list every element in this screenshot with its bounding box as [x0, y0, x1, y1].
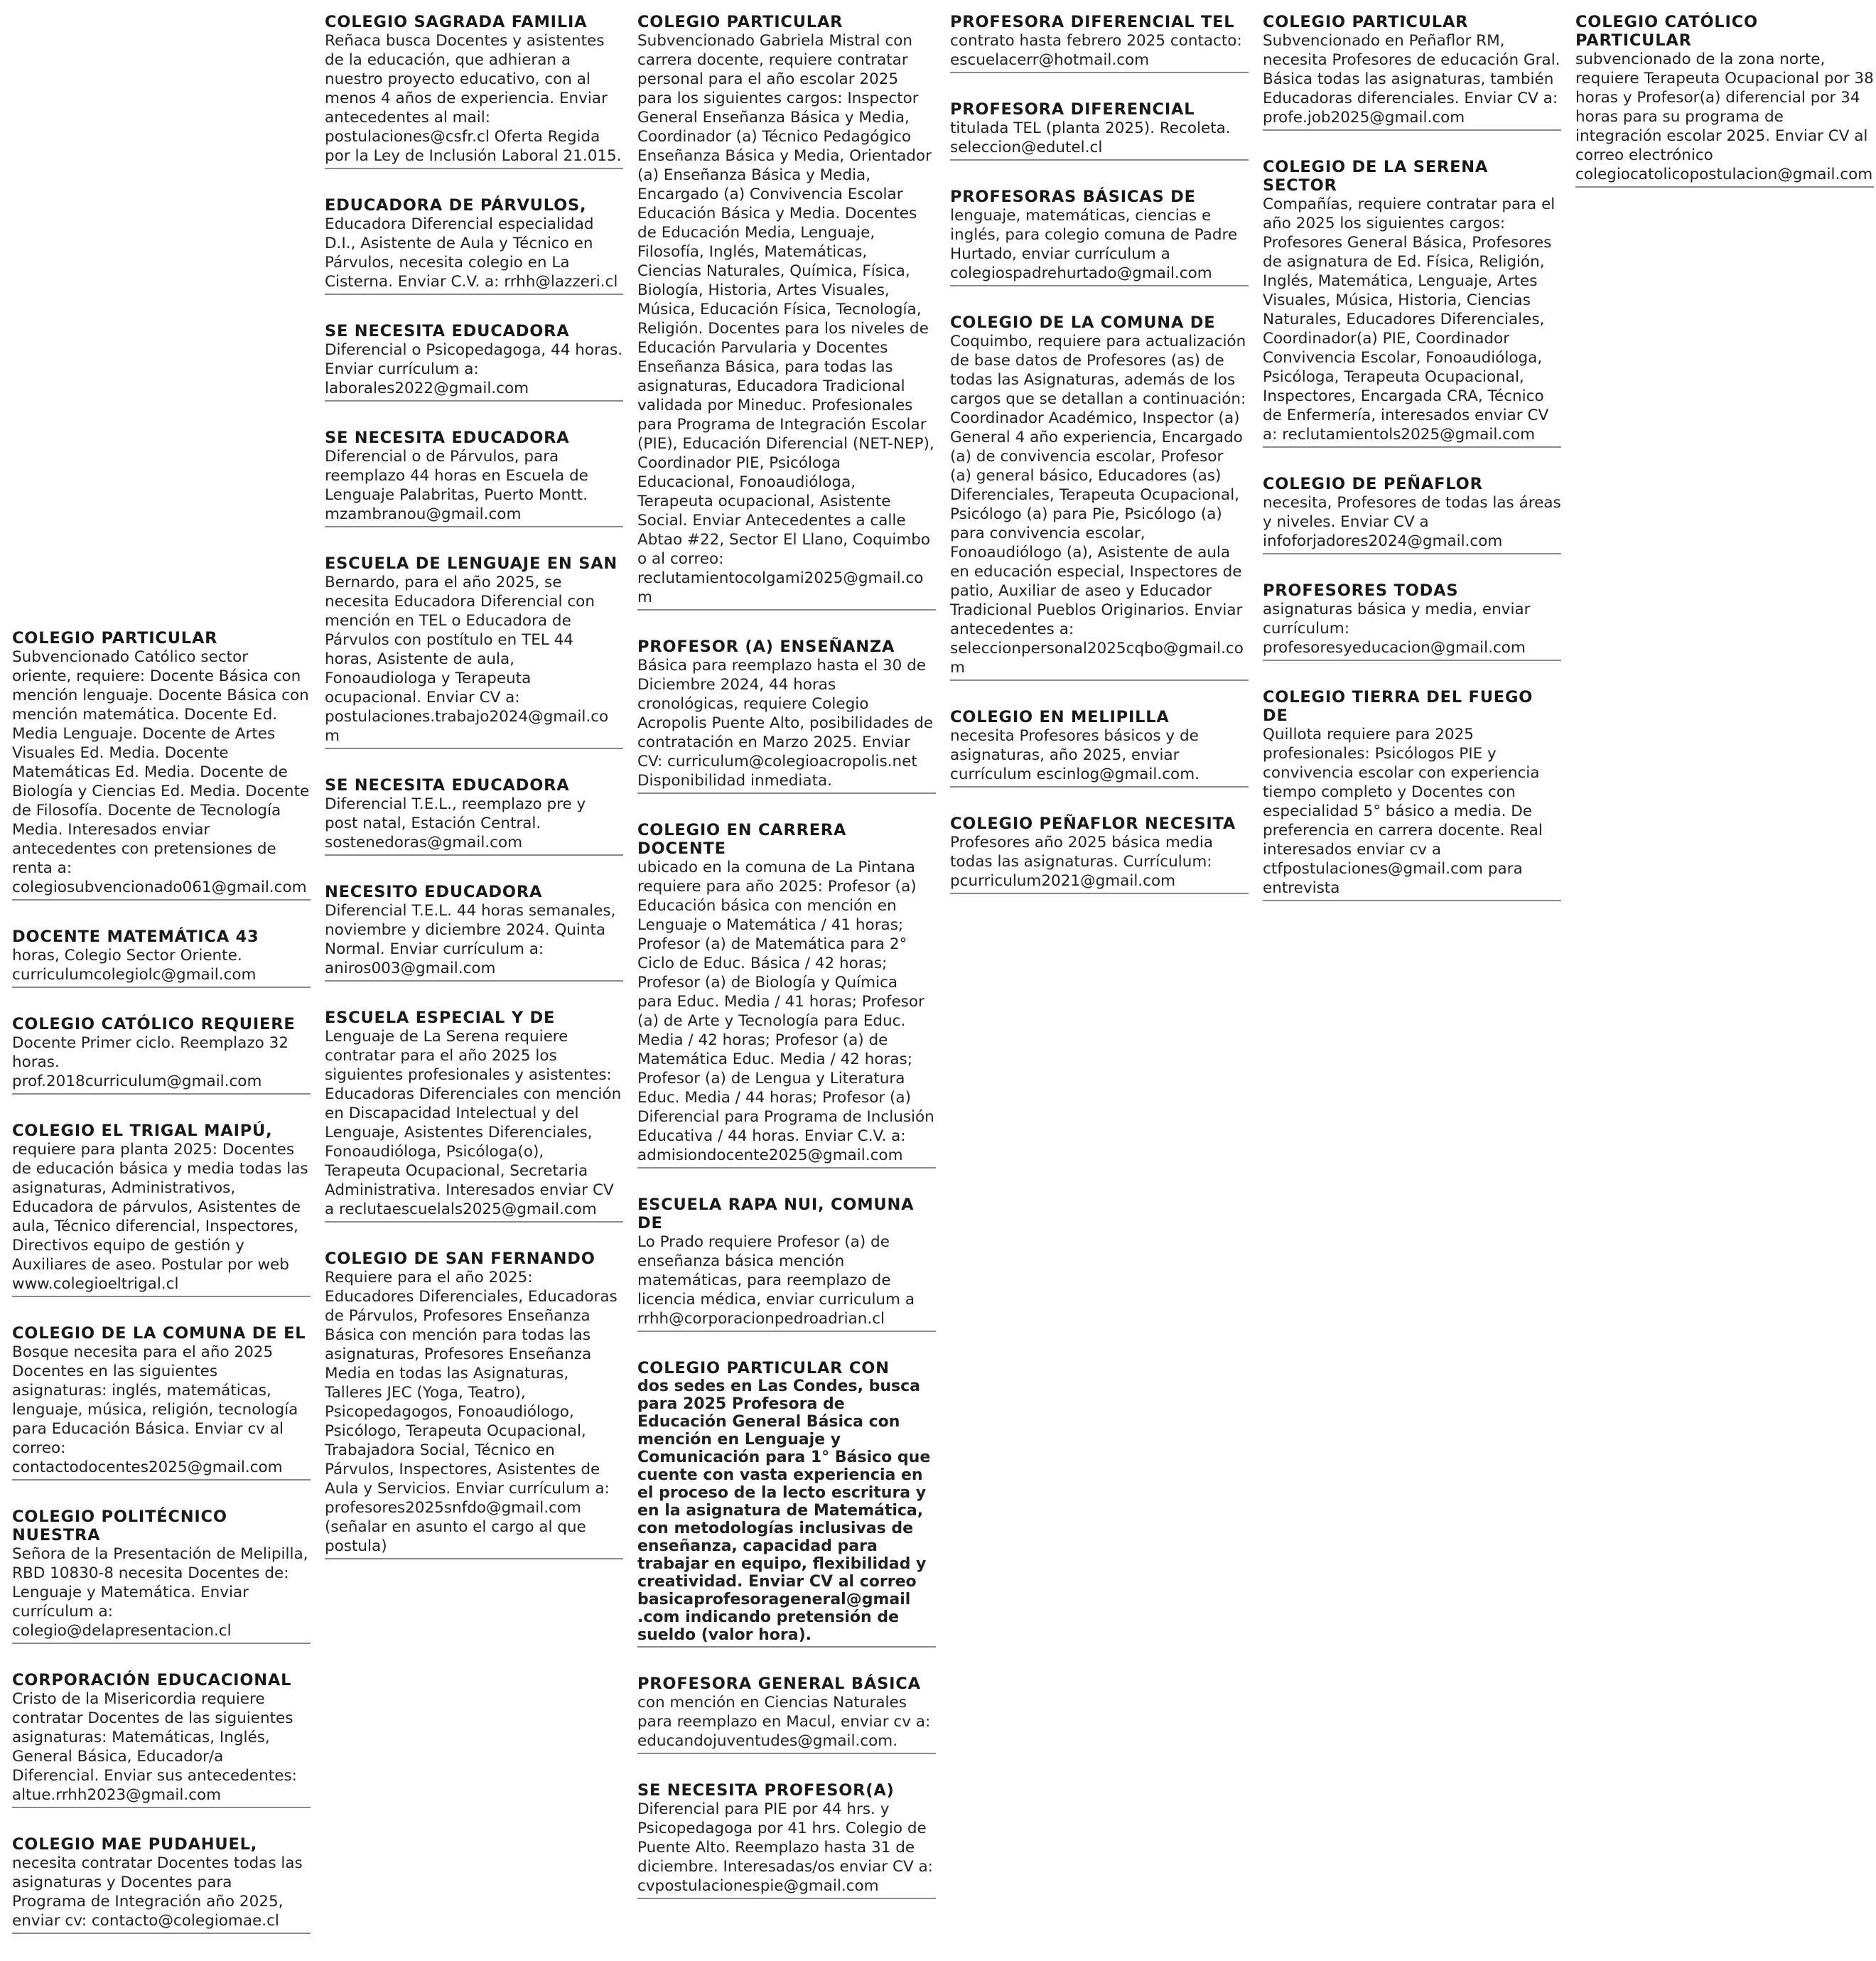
classified-ad — [12, 928, 311, 988]
classified-ad — [950, 815, 1249, 894]
classified-ad — [325, 13, 623, 169]
classified-ad — [637, 821, 936, 1168]
classified-ad — [12, 1015, 311, 1095]
classified-ad — [1263, 688, 1561, 901]
ad-body: Reñaca busca Docentes y asistentes de la educación, que adhieran a nuestro proyecto educativo, con al menos 4 años de experiencia. Enviar antecedentes al mail: postulaciones@csfr.cl Oferta Regida por la Ley de Inclusión Laboral 21.015. — [325, 32, 622, 165]
ad-body: subvencionado de la zona norte, requiere Terapeuta Ocupacional por 38 horas y Profesor(a) diferencial por 34 horas para su programa de integración escolar 2025. Enviar CV al correo electrónico colegiocatolicopostulacion@gmail.com — [1575, 50, 1874, 183]
ad-column — [1263, 13, 1561, 928]
ad-title: SE NECESITA EDUCADORA — [325, 429, 570, 447]
ad-title: SE NECESITA PROFESOR(A) — [637, 1781, 895, 1800]
ad-title: SE NECESITA EDUCADORA — [325, 322, 570, 340]
ad-title: COLEGIO SAGRADA FAMILIA — [325, 13, 588, 31]
ad-title: ESCUELA DE LENGUAJE EN SAN — [325, 554, 618, 573]
classified-ad — [637, 1196, 936, 1332]
classified-ad — [637, 1359, 936, 1648]
ad-title: CORPORACIÓN EDUCACIONAL — [12, 1671, 292, 1689]
ad-title: COLEGIO PARTICULAR — [1263, 13, 1469, 31]
ad-body: Requiere para el año 2025: Educadores Diferenciales, Educadoras de Párvulos, Profesores Enseñanza Básica con mención para todas las asignaturas, Profesores Enseñanza Media en todas las Asignaturas, Talleres JEC (Yoga, Teatro), Psicopedagogos, Fonoaudiólogo, Psicólogo, Terapeuta Ocupacional, Trabajadora Social, Técnico en Párvulos, Inspectores, Asistentes de Aula y Servicios. Enviar currículum a: profesores2025snfdo@gmail.com (señalar en asunto el cargo al que postula) — [325, 1269, 618, 1555]
classified-ad — [325, 429, 623, 527]
classified-ad — [1263, 13, 1561, 131]
classified-ad — [950, 100, 1249, 161]
classified-ad — [325, 1250, 623, 1559]
ad-title: COLEGIO CATÓLICO REQUIERE — [12, 1015, 296, 1033]
classified-ad — [950, 708, 1249, 788]
classified-ad — [1575, 13, 1874, 188]
ad-body: Señora de la Presentación de Melipilla, RBD 10830-8 necesita Docentes de: Lenguaje y Matemática. Enviar currículum a: colegio@delapresentacion.cl — [12, 1545, 308, 1640]
classified-ad — [12, 1835, 311, 1934]
ad-body: Coquimbo, requiere para actualización de base datos de Profesores (as) de todas las Asignaturas, además de los cargos que se detallan a continuación: Coordinador Académico, Inspector (a) General 4 año experiencia, Encargado (a) de convivencia escolar, Profesor (a) general básico, Educadores (as) Diferenciales, Terapeuta Ocupacional, Psicólogo (a) para Pie, Psicólogo (a) para convivencia escolar, Fonoaudiólogo (a), Asistente de aula en educación especial, Inspectores de patio, Auxiliar de aseo y Educador Tradicional Pueblos Originarios. Enviar antecedentes a: seleccionpersonal2025cqbo@gmail.co m — [950, 333, 1246, 677]
classified-ad — [950, 188, 1249, 286]
ad-body: dos sedes en Las Condes, busca para 2025 Profesora de Educación General Básica con mención en Lenguaje y Comunicación para 1° Básico que cuente con vasta experiencia en el proceso de la lecto escritura y en la asignatura de Matemática, con metodologías inclusivas de enseñanza, capacidad para trabajar en equipo, flexibilidad y creatividad. Enviar CV al correo basicaprofesorageneral@gmail .com indicando pretensión de sueldo (valor hora). — [637, 1377, 931, 1644]
ad-body: Educadora Diferencial especialidad D.I., Asistente de Aula y Técnico en Párvulos, necesita colegio en La Cisterna. Enviar C.V. a: rrhh@lazzeri.cl — [325, 215, 618, 291]
ad-body: Básica para reemplazo hasta el 30 de Diciembre 2024, 44 horas cronológicas, requiere Colegio Acropolis Puente Alto, posibilidades de contratación en Marzo 2025. Enviar CV: curriculum@colegioacropolis.net Disponibilidad inmediata. — [637, 657, 934, 790]
ad-title: COLEGIO EN CARRERA DOCENTE — [637, 821, 847, 858]
classified-ad — [325, 1009, 623, 1223]
classified-ad — [12, 1671, 311, 1808]
ad-column — [1575, 13, 1874, 215]
classified-ad — [637, 638, 936, 794]
ad-title: COLEGIO EN MELIPILLA — [950, 708, 1170, 726]
ad-title: PROFESORAS BÁSICAS DE — [950, 188, 1196, 206]
ad-body: Lenguaje de La Serena requiere contratar para el año 2025 los siguientes profesionales y asistentes: Educadoras Diferenciales con mención en Discapacidad Intelectual y del Lenguaje, Asistentes Diferenciales, Fonoaudióloga, Psicóloga(o), Terapeuta Ocupacional, Secretaria Administrativa. Interesados enviar CV a reclutaescuelals2025@gmail.com — [325, 1028, 622, 1218]
ad-title: DOCENTE MATEMÁTICA 43 — [12, 928, 259, 946]
classified-ad — [637, 13, 936, 611]
ad-body: ubicado en la comuna de La Pintana requiere para año 2025: Profesor (a) Educación básica con mención en Lenguaje o Matemática / 41 horas; Profesor (a) de Matemática para 2° Ciclo de Educ. Básica / 42 horas; Profesor (a) de Biología y Química para Educ. Media / 41 horas; Profesor (a) de Arte y Tecnología para Educ. Media / 42 horas; Profesor (a) de Matemática Educ. Media / 42 horas; Profesor (a) de Lengua y Literatura Educ. Media / 44 horas; Profesor (a) Diferencial para Programa de Inclusión Educativa / 44 horas. Enviar C.V. a: admisiondocente2025@gmail.com — [637, 859, 934, 1164]
ad-title: COLEGIO MAE PUDAHUEL, — [12, 1835, 258, 1854]
ad-body: Quillota requiere para 2025 profesionales: Psicólogos PIE y convivencia escolar con experiencia tiempo completo y Docentes con especialidad 5° básico a media. De preferencia en carrera docente. Real interesados enviar cv a ctfpostulaciones@gmail.com para entrevista — [1263, 726, 1543, 897]
classified-ad — [637, 1781, 936, 1899]
ad-title: PROFESORES TODAS — [1263, 581, 1459, 600]
ad-body: Diferencial para PIE por 44 hrs. y Psicopedagoga por 41 hrs. Colegio de Puente Alto. Reemplazo hasta 31 de diciembre. Interesadas/os enviar CV a: cvpostulacionespie@gmail.com — [637, 1800, 933, 1895]
ad-body: Subvencionado Gabriela Mistral con carrera docente, requiere contratar personal para el año escolar 2025 para los siguientes cargos: Inspector General Enseñanza Básica y Media, Coordinador (a) Técnico Pedagógico Enseñanza Básica y Media, Orientador (a) Enseñanza Básica y Media, Encargado (a) Convivencia Escolar Educación Básica y Media. Docentes de Educación Media, Lenguaje, Filosofía, Inglés, Matemáticas, Ciencias Naturales, Química, Física, Biología, Historia, Artes Visuales, Música, Educación Física, Tecnología, Religión. Docentes para los niveles de Educación Parvularia y Docentes Enseñanza Básica, para todas las asignaturas, Educadora Tradicional validada por Mineduc. Profesionales para Programa de Integración Escolar (PIE), Educación Diferencial (NET-NEP), Coordinador PIE, Psicóloga Educacional, Fonoaudióloga, Terapeuta ocupacional, Asistente Social. Enviar Antecedentes a calle Abtao #22, Sector El Llano, Coquimbo o al correo: reclutamientocolgami2025@gmail.com — [637, 32, 934, 606]
ad-body: Diferencial T.E.L. 44 horas semanales, noviembre y diciembre 2024. Quinta Normal. Enviar currículum a: aniros003@gmail.com — [325, 902, 616, 977]
ad-body: Profesores año 2025 básica media todas las asignaturas. Currículum: pcurriculum2021@gmail.com — [950, 834, 1214, 890]
ad-body: con mención en Ciencias Naturales para reemplazo en Macul, enviar cv a: educandojuventudes@gmail.com. — [637, 1694, 931, 1750]
ad-body: Diferencial T.E.L., reemplazo pre y post natal, Estación Central. sostenedoras@gmail.com — [325, 795, 586, 851]
ad-body: Bosque necesita para el año 2025 Docentes en las siguientes asignaturas: inglés, matemáticas, lenguaje, música, religión, tecnología para Educación Básica. Enviar cv al correo: contactodocentes2025@gmail.com — [12, 1343, 298, 1476]
classified-ad — [12, 1122, 311, 1297]
ad-title: COLEGIO CATÓLICO PARTICULAR — [1575, 13, 1758, 50]
ad-body: horas, Colegio Sector Oriente. curriculumcolegiolc@gmail.com — [12, 947, 257, 984]
ad-title: PROFESORA GENERAL BÁSICA — [637, 1675, 921, 1693]
classified-ad — [325, 322, 623, 402]
ad-title: NECESITO EDUCADORA — [325, 883, 543, 901]
ad-title: PROFESORA DIFERENCIAL — [950, 100, 1195, 119]
ad-body: Subvencionado en Peñaflor RM, necesita Profesores de educación Gral. Básica todas las asignaturas, también Educadoras diferenciales. Enviar CV a: profe.job2025@gmail.com — [1263, 32, 1560, 127]
classified-ad — [1263, 158, 1561, 448]
ad-title: COLEGIO DE LA COMUNA DE EL — [12, 1324, 306, 1343]
classified-ad — [12, 1508, 311, 1644]
ad-body: titulada TEL (planta 2025). Recoleta. seleccion@edutel.cl — [950, 119, 1231, 156]
ad-column — [950, 13, 1249, 921]
ad-body: requiere para planta 2025: Docentes de educación básica y media todas las asignaturas, Administrativos, Educadora de párvulos, Asistentes de aula, Técnico diferencial, Inspectores, Directivos equipo de gestión y Auxiliares de aseo. Postular por web www.colegioeltrigal.cl — [12, 1141, 308, 1293]
classified-ad — [12, 1324, 311, 1481]
classified-ad — [12, 629, 311, 901]
classified-ad — [325, 776, 623, 856]
ad-body: Bernardo, para el año 2025, se necesita Educadora Diferencial con mención en TEL o Educadora de Párvulos con postítulo en TEL 44 horas, Asistente de aula, Fonoaudiologa y Terapeuta ocupacional. Enviar CV a: postulaciones.trabajo2024@gmail.com — [325, 574, 609, 745]
ad-title: SE NECESITA EDUCADORA — [325, 776, 570, 795]
ad-title: COLEGIO POLITÉCNICO NUESTRA — [12, 1508, 227, 1544]
ad-body: necesita, Profesores de todas las áreas y niveles. Enviar CV a infoforjadores2024@gmail.com — [1263, 494, 1561, 550]
classified-ad — [325, 554, 623, 749]
ad-body: Lo Prado requiere Profesor (a) de enseñanza básica mención matemáticas, para reemplazo de licencia médica, enviar curriculum a rrhh@corporacionpedroadrian.cl — [637, 1233, 915, 1328]
ad-title: COLEGIO DE PEÑAFLOR — [1263, 475, 1483, 493]
ad-column — [12, 629, 311, 1961]
ad-title: ESCUELA RAPA NUI, COMUNA DE — [637, 1196, 915, 1232]
ad-title: PROFESORA DIFERENCIAL TEL — [950, 13, 1235, 31]
ad-body: Diferencial o de Párvulos, para reemplazo 44 horas en Escuela de Lenguaje Palabritas, Puerto Montt. mzambranou@gmail.com — [325, 448, 588, 523]
ad-body: Cristo de la Misericordia requiere contratar Docentes de las siguientes asignaturas: Matemáticas, Inglés, General Básica, Educador/a Diferencial. Enviar sus antecedentes: altue.rrhh2023@gmail.com — [12, 1690, 297, 1804]
ad-column — [325, 13, 623, 1586]
ad-title: COLEGIO PARTICULAR — [12, 629, 218, 648]
ad-title: COLEGIO TIERRA DEL FUEGO DE — [1263, 688, 1533, 725]
classified-ad — [637, 1675, 936, 1754]
classified-ad — [325, 883, 623, 982]
classified-ad — [1263, 475, 1561, 554]
classified-ad — [1263, 581, 1561, 661]
classified-ad — [325, 196, 623, 295]
ad-title: COLEGIO DE SAN FERNANDO — [325, 1250, 595, 1268]
classified-ad — [950, 13, 1249, 73]
classified-ad — [950, 313, 1249, 681]
ad-title: COLEGIO EL TRIGAL MAIPÚ, — [12, 1122, 273, 1140]
ad-title: ESCUELA ESPECIAL Y DE — [325, 1009, 556, 1027]
ad-title: COLEGIO DE LA SERENA SECTOR — [1263, 158, 1489, 195]
ad-title: COLEGIO DE LA COMUNA DE — [950, 313, 1216, 332]
ad-title: PROFESOR (A) ENSEÑANZA — [637, 638, 895, 656]
ad-title: COLEGIO PEÑAFLOR NECESITA — [950, 815, 1236, 833]
ad-body: necesita contratar Docentes todas las asignaturas y Docentes para Programa de Integración año 2025, enviar cv: contacto@colegiomae.cl — [12, 1854, 303, 1930]
ad-body: lenguaje, matemáticas, ciencias e inglés, para colegio comuna de Padre Hurtado, enviar currículum a colegiospadrehurtado@gmail.com — [950, 207, 1238, 282]
ad-body: necesita Profesores básicos y de asignaturas, año 2025, enviar currículum escinlog@gmail.com. — [950, 727, 1200, 783]
ad-body: Diferencial o Psicopedagoga, 44 horas. Enviar currículum a: laborales2022@gmail.com — [325, 341, 623, 397]
ad-body: contrato hasta febrero 2025 contacto: escuelacerr@hotmail.com — [950, 32, 1242, 69]
ad-column — [637, 13, 936, 1926]
ad-body: Subvencionado Católico sector oriente, requiere: Docente Básica con mención lenguaje. Docente Básica con mención matemática. Docente Ed. Media Lenguaje. Docente de Artes Visuales Ed. Media. Docente Matemáticas Ed. Media. Docente de Biología y Ciencias Ed. Media. Docente de Filosofía. Docente de Tecnología Media. Interesados enviar antecedentes con pretensiones de renta a: colegiosubvencionado061@gmail.com — [12, 648, 310, 896]
ad-body: Docente Primer ciclo. Reemplazo 32 horas. prof.2018curriculum@gmail.com — [12, 1034, 289, 1090]
ad-body: asignaturas básica y media, enviar currículum: profesoresyeducacion@gmail.com — [1263, 601, 1531, 657]
ad-title: COLEGIO PARTICULAR CON — [637, 1359, 890, 1377]
ad-body: Compañías, requiere contratar para el año 2025 los siguientes cargos: Profesores General Básica, Profesores de asignatura de Ed. Física, Religión, Inglés, Matemática, Lenguaje, Artes Visuales, Música, Historia, Ciencias Naturales, Educadores Diferenciales, Coordinador(a) PIE, Coordinador Convivencia Escolar, Fonoaudióloga, Psicóloga, Terapeuta Ocupacional, Inspectores, Encargada CRA, Técnico de Enfermería, interesados enviar CV a: reclutamientols2025@gmail.com — [1263, 195, 1556, 444]
ad-title: COLEGIO PARTICULAR — [637, 13, 843, 31]
ad-title: EDUCADORA DE PÁRVULOS, — [325, 196, 587, 215]
